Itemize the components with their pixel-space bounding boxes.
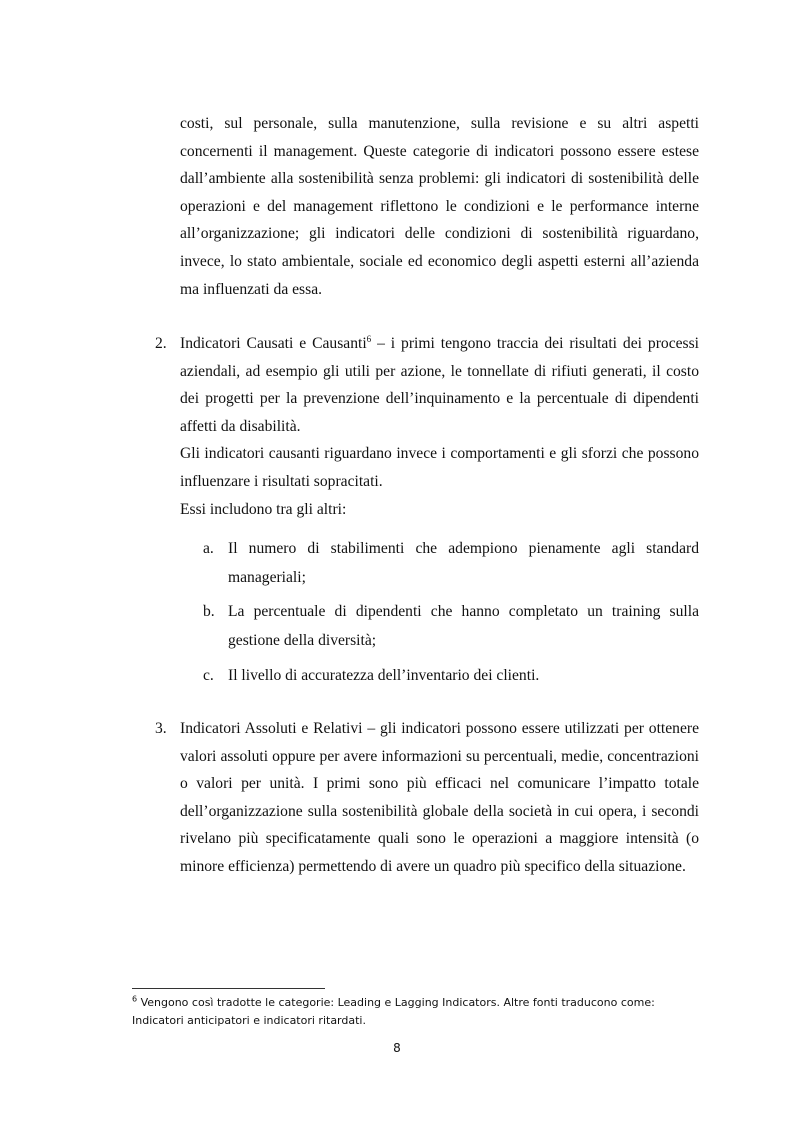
- item2-paragraph-3: Essi includono tra gli altri:: [180, 500, 347, 518]
- item2-paragraph: [180, 330, 699, 440]
- list-number-3: 3.: [155, 720, 167, 737]
- subitem-letter-c: c.: [203, 667, 214, 684]
- intro-paragraph: [180, 110, 699, 303]
- list-number-2: 2.: [155, 335, 167, 352]
- subitem-letter-b: b.: [203, 603, 215, 620]
- item2-title: Indicatori Causati e Causanti: [180, 335, 367, 352]
- subitem-c: Il livello di accuratezza dell’inventario dei clienti.: [228, 667, 540, 684]
- footnote-marker: 6: [132, 994, 138, 1004]
- footnote: [132, 994, 699, 1030]
- list-item-3: [180, 715, 699, 881]
- footnote-reference[interactable]: 6: [366, 333, 372, 344]
- item3-text: Indicatori Assoluti e Relativi – gli indicatori possono essere utilizzati per ottenere valori assoluti oppure per avere informazioni su percentuali, medie, concentrazioni o valori per unità. I primi sono più efficaci nel comunicare l’impatto totale dell’organizzazione sulla sostenibilità globale della società in cui opera, i secondi rivelano più specificatamente quali sono le operazioni a maggiore intensità (o minore efficienza) permettendo di avere un quadro più specifico della situazione.: [180, 720, 699, 875]
- footnote-separator: [132, 988, 325, 989]
- footnote-text: Vengono così tradotte le categorie: Leading e Lagging Indicators. Altre fonti traducono come: Indicatori anticipatori e indicatori ritardati.: [132, 996, 655, 1027]
- item2-text: – i primi tengono traccia dei risultati dei processi aziendali, ad esempio gli utili per azione, le tonnellate di rifiuti generati, il costo dei progetti per la prevenzione dell’inquinamento e la percentuale di dipendenti affetti da disabilità.: [180, 335, 700, 435]
- list-item-2: [180, 330, 699, 523]
- page-number: 8: [393, 1041, 401, 1055]
- subitem-b: La percentuale di dipendenti che hanno completato un training sulla gestione della diversità;: [228, 603, 699, 649]
- item2-paragraph-2: Gli indicatori causanti riguardano invece i comportamenti e gli sforzi che possono influenzare i risultati sopracitati.: [180, 445, 699, 490]
- subitem-letter-a: a.: [203, 540, 214, 557]
- intro-paragraph-text: costi, sul personale, sulla manutenzione, sulla revisione e su altri aspetti concernenti il management. Queste categorie di indicatori possono essere estese dall’ambiente alla sostenibilità senza problemi: gli indicatori di sostenibilità delle operazioni e del management riflettono le condizioni e le performance interne all’organizzazione; gli indicatori delle condizioni di sostenibilità riguardano, invece, lo stato ambientale, sociale ed economico degli aspetti esterni all’azienda ma influenzati da essa.: [180, 115, 699, 298]
- subitem-a: Il numero di stabilimenti che adempiono pienamente agli standard manageriali;: [228, 540, 699, 586]
